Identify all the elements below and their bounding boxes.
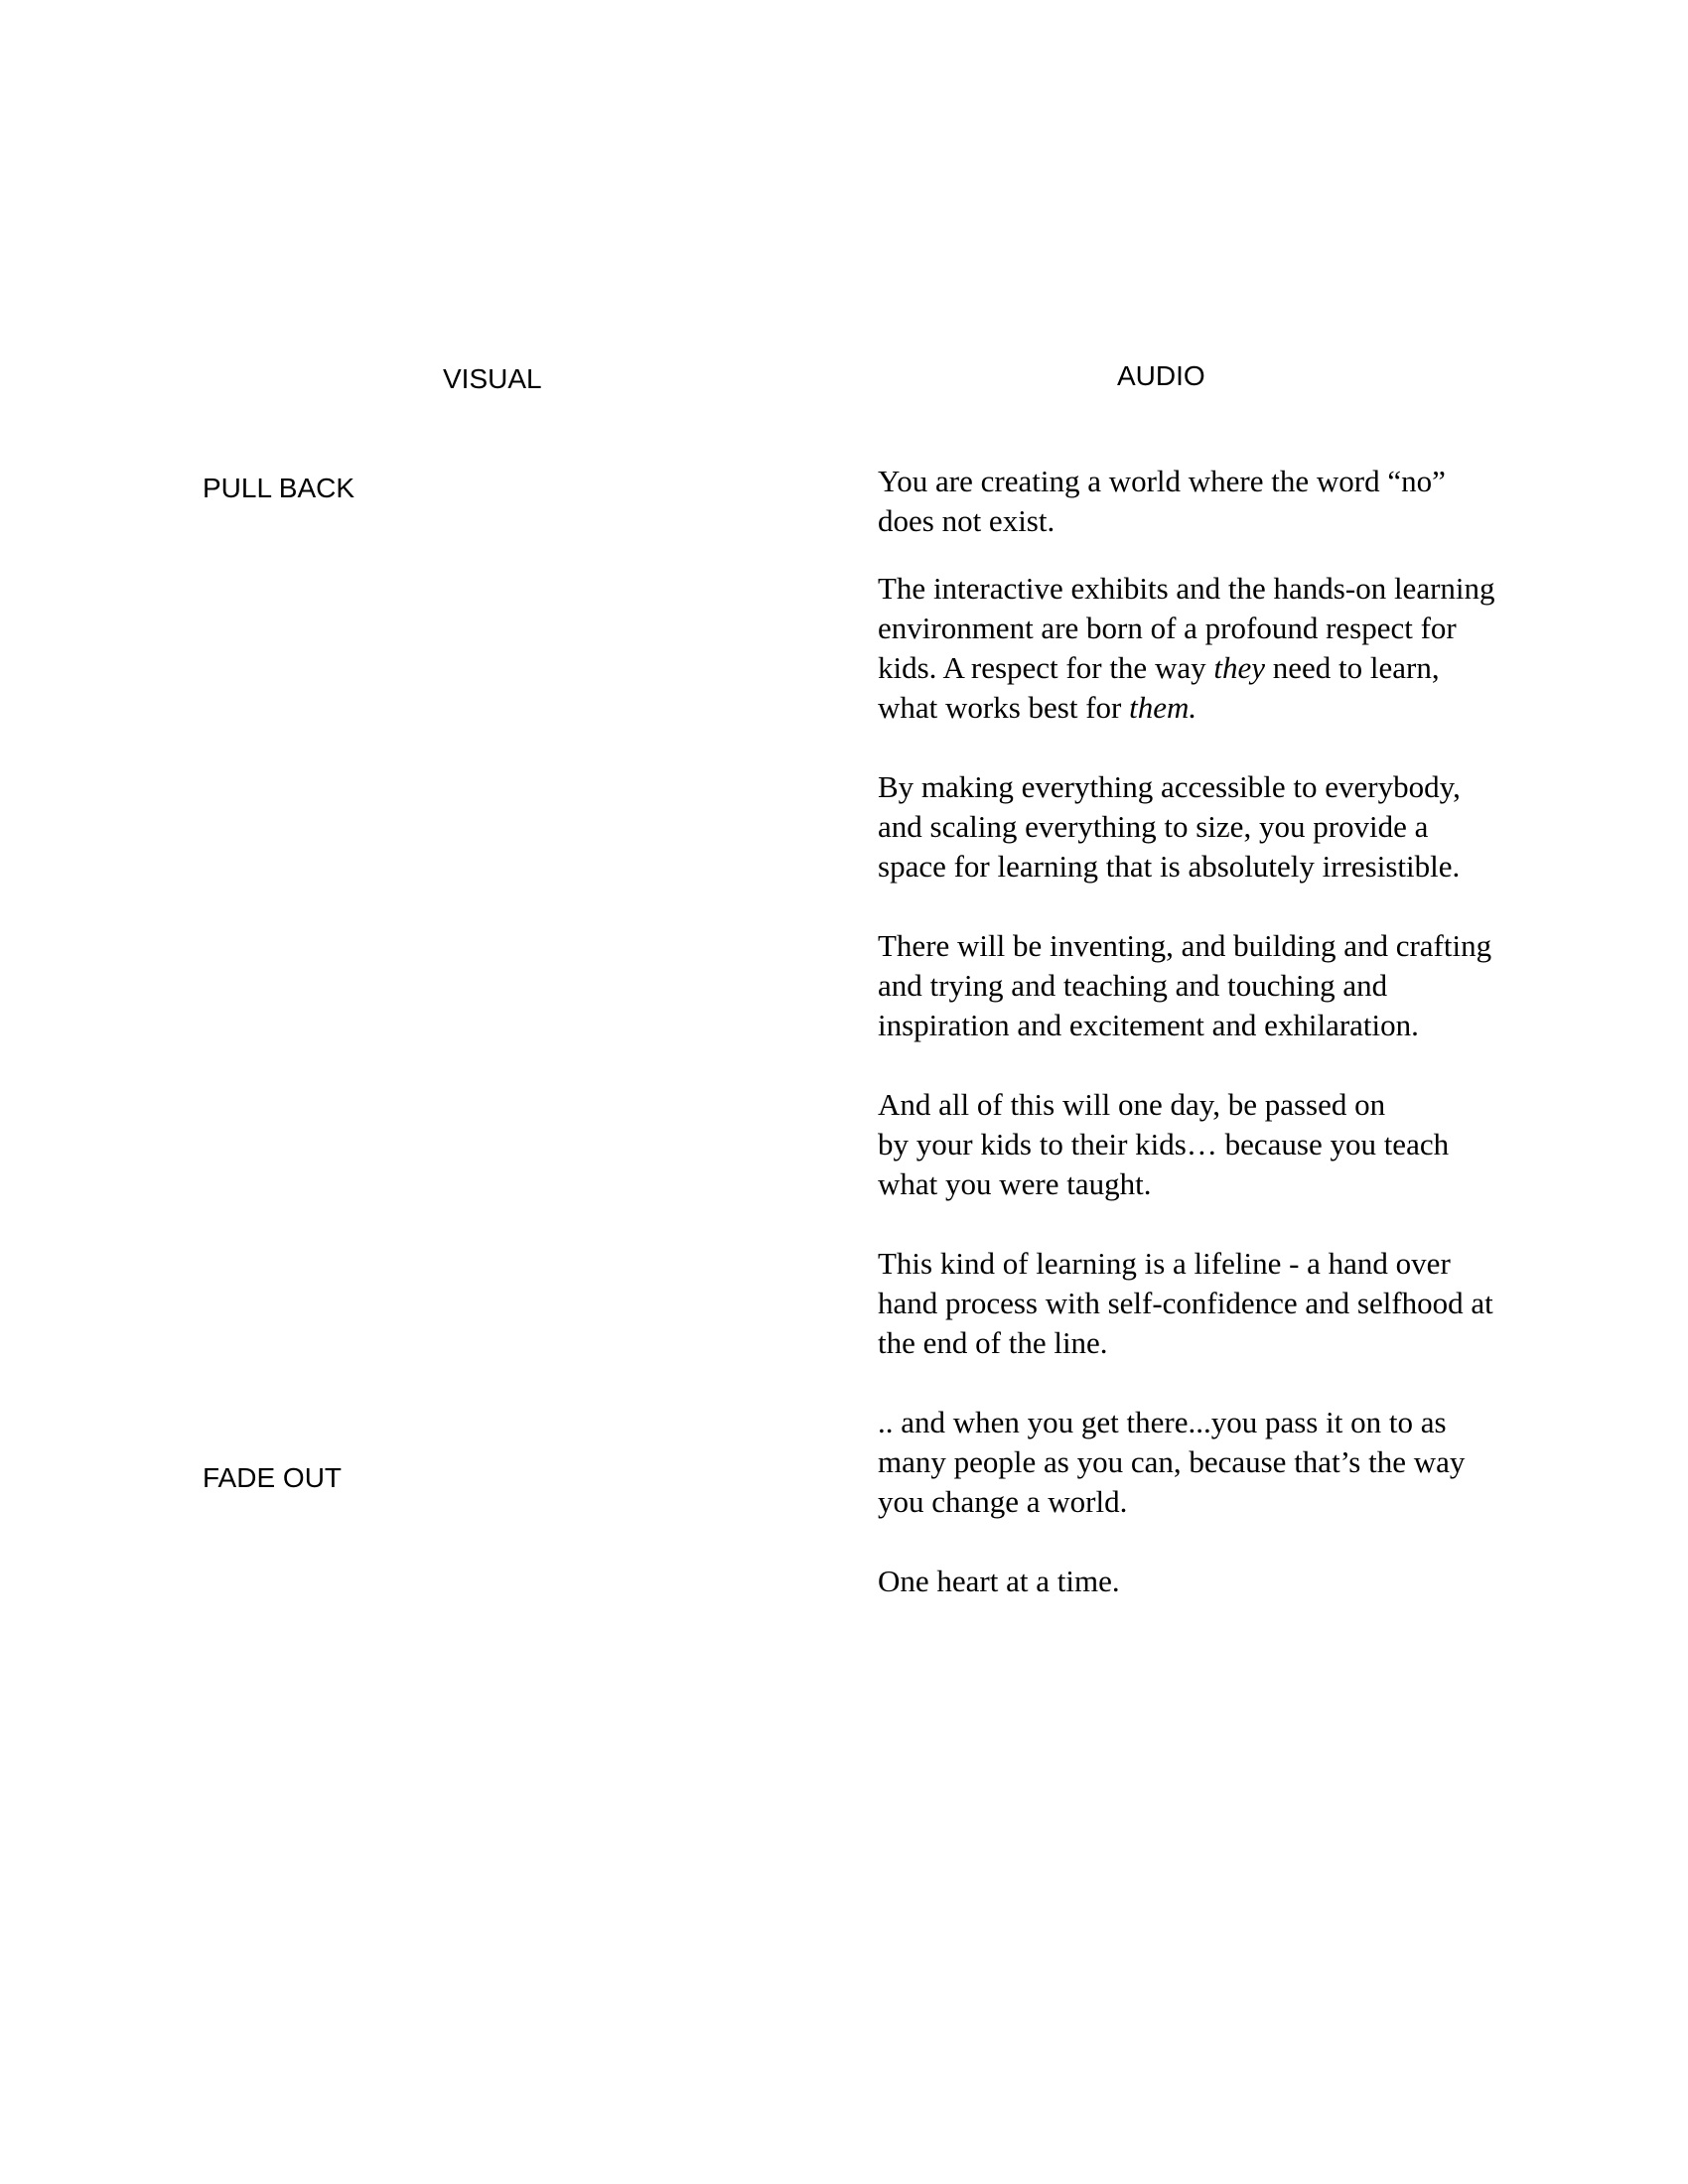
audio-line: and scaling everything to size, you provide a <box>878 809 1429 844</box>
audio-line: by your kids to their kids… because you teach <box>878 1127 1450 1161</box>
audio-line: environment are born of a profound respect for <box>878 611 1457 645</box>
audio-text-segment: kids. A respect for the way <box>878 650 1214 685</box>
audio-line <box>878 688 1523 728</box>
emphasis-them: them. <box>1129 690 1197 725</box>
audio-line: does not exist. <box>878 503 1055 538</box>
audio-paragraph-1 <box>878 462 1523 541</box>
audio-text-segment: what works best for <box>878 690 1130 725</box>
audio-line: what you were taught. <box>878 1166 1152 1201</box>
emphasis-they: they <box>1213 650 1265 685</box>
audio-paragraph-8 <box>878 1562 1523 1601</box>
audio-line: The interactive exhibits and the hands-on learning <box>878 571 1495 606</box>
audio-paragraph-6 <box>878 1244 1523 1363</box>
audio-line: hand process with self-confidence and selfhood at <box>878 1286 1493 1320</box>
audio-paragraph-2 <box>878 569 1523 728</box>
audio-line: And all of this will one day, be passed on <box>878 1087 1386 1122</box>
audio-paragraph-5 <box>878 1085 1523 1204</box>
audio-line <box>878 648 1523 688</box>
audio-line: By making everything accessible to everybody, <box>878 769 1461 804</box>
audio-line: many people as you can, because that’s the way <box>878 1444 1466 1479</box>
audio-column-heading: AUDIO <box>1117 360 1205 391</box>
audio-line: inspiration and excitement and exhilaration. <box>878 1008 1419 1042</box>
visual-column-heading: VISUAL <box>443 363 542 394</box>
audio-text-segment: need to learn, <box>1264 650 1440 685</box>
visual-cue-fade-out: FADE OUT <box>203 1462 343 1493</box>
audio-line: the end of the line. <box>878 1325 1108 1360</box>
audio-line: .. and when you get there...you pass it on to as <box>878 1405 1447 1439</box>
audio-line: This kind of learning is a lifeline - a hand over <box>878 1246 1451 1281</box>
audio-line: you change a world. <box>878 1484 1128 1519</box>
audio-paragraph-3 <box>878 767 1523 887</box>
audio-line: and trying and teaching and touching and <box>878 968 1388 1003</box>
audio-paragraph-7 <box>878 1403 1523 1522</box>
audio-line: One heart at a time. <box>878 1564 1120 1598</box>
visual-cue-pull-back: PULL BACK <box>203 473 355 503</box>
audio-line: space for learning that is absolutely irresistible. <box>878 849 1461 884</box>
audio-line: There will be inventing, and building and crafting <box>878 928 1492 963</box>
audio-paragraph-4 <box>878 926 1523 1045</box>
audio-line: You are creating a world where the word “no” <box>878 464 1446 498</box>
